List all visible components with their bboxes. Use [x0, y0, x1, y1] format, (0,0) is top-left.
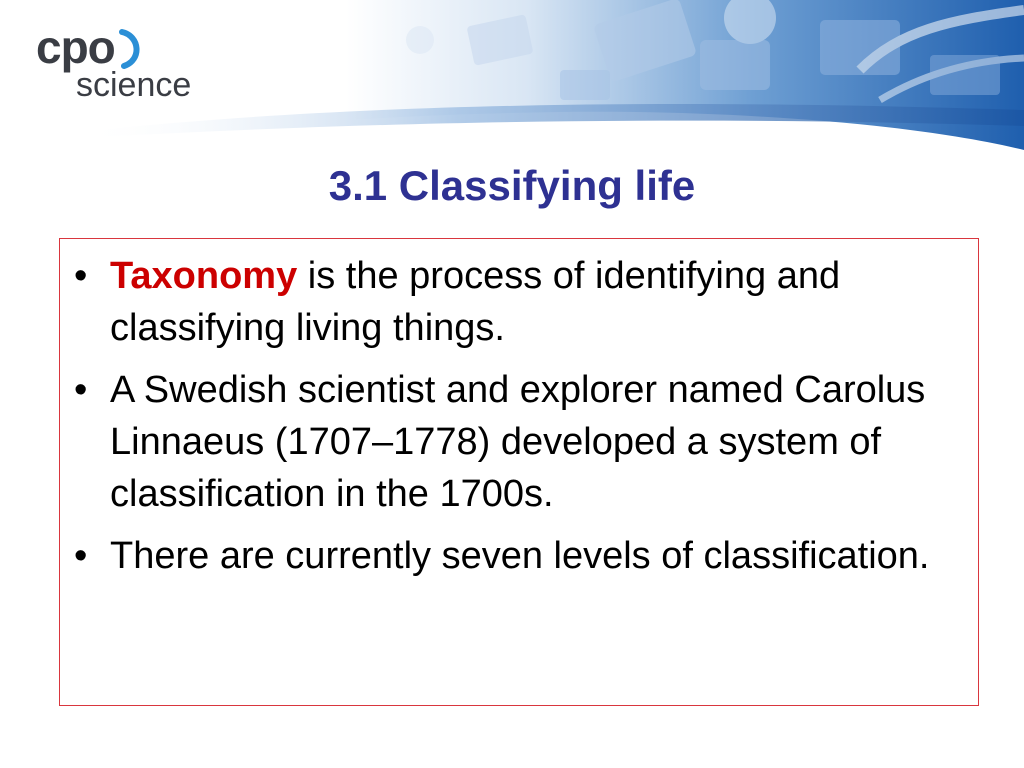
logo-arc-icon	[116, 26, 146, 70]
bullet-text: is the process of identifying and classifying living things.	[110, 255, 841, 349]
bullet-term: Taxonomy	[110, 255, 298, 297]
bullet-icon: •	[74, 255, 88, 297]
slide-title: 3.1 Classifying life	[328, 162, 696, 209]
bullet-item	[70, 530, 970, 582]
bullet-icon: •	[74, 369, 88, 411]
bullet-item	[70, 250, 970, 354]
bullet-icon: •	[74, 535, 88, 577]
bullet-text: There are currently seven levels of classification.	[110, 535, 930, 577]
logo-wordmark-science: science	[76, 66, 192, 104]
logo-wordmark-cpo: cpo	[36, 21, 115, 73]
bullet-list	[70, 250, 970, 592]
bullet-item	[70, 364, 970, 520]
bullet-text: A Swedish scientist and explorer named Carolus Linnaeus (1707–1778) developed a system of classification in the 1700s.	[110, 369, 926, 515]
cpo-science-logo	[36, 21, 216, 104]
